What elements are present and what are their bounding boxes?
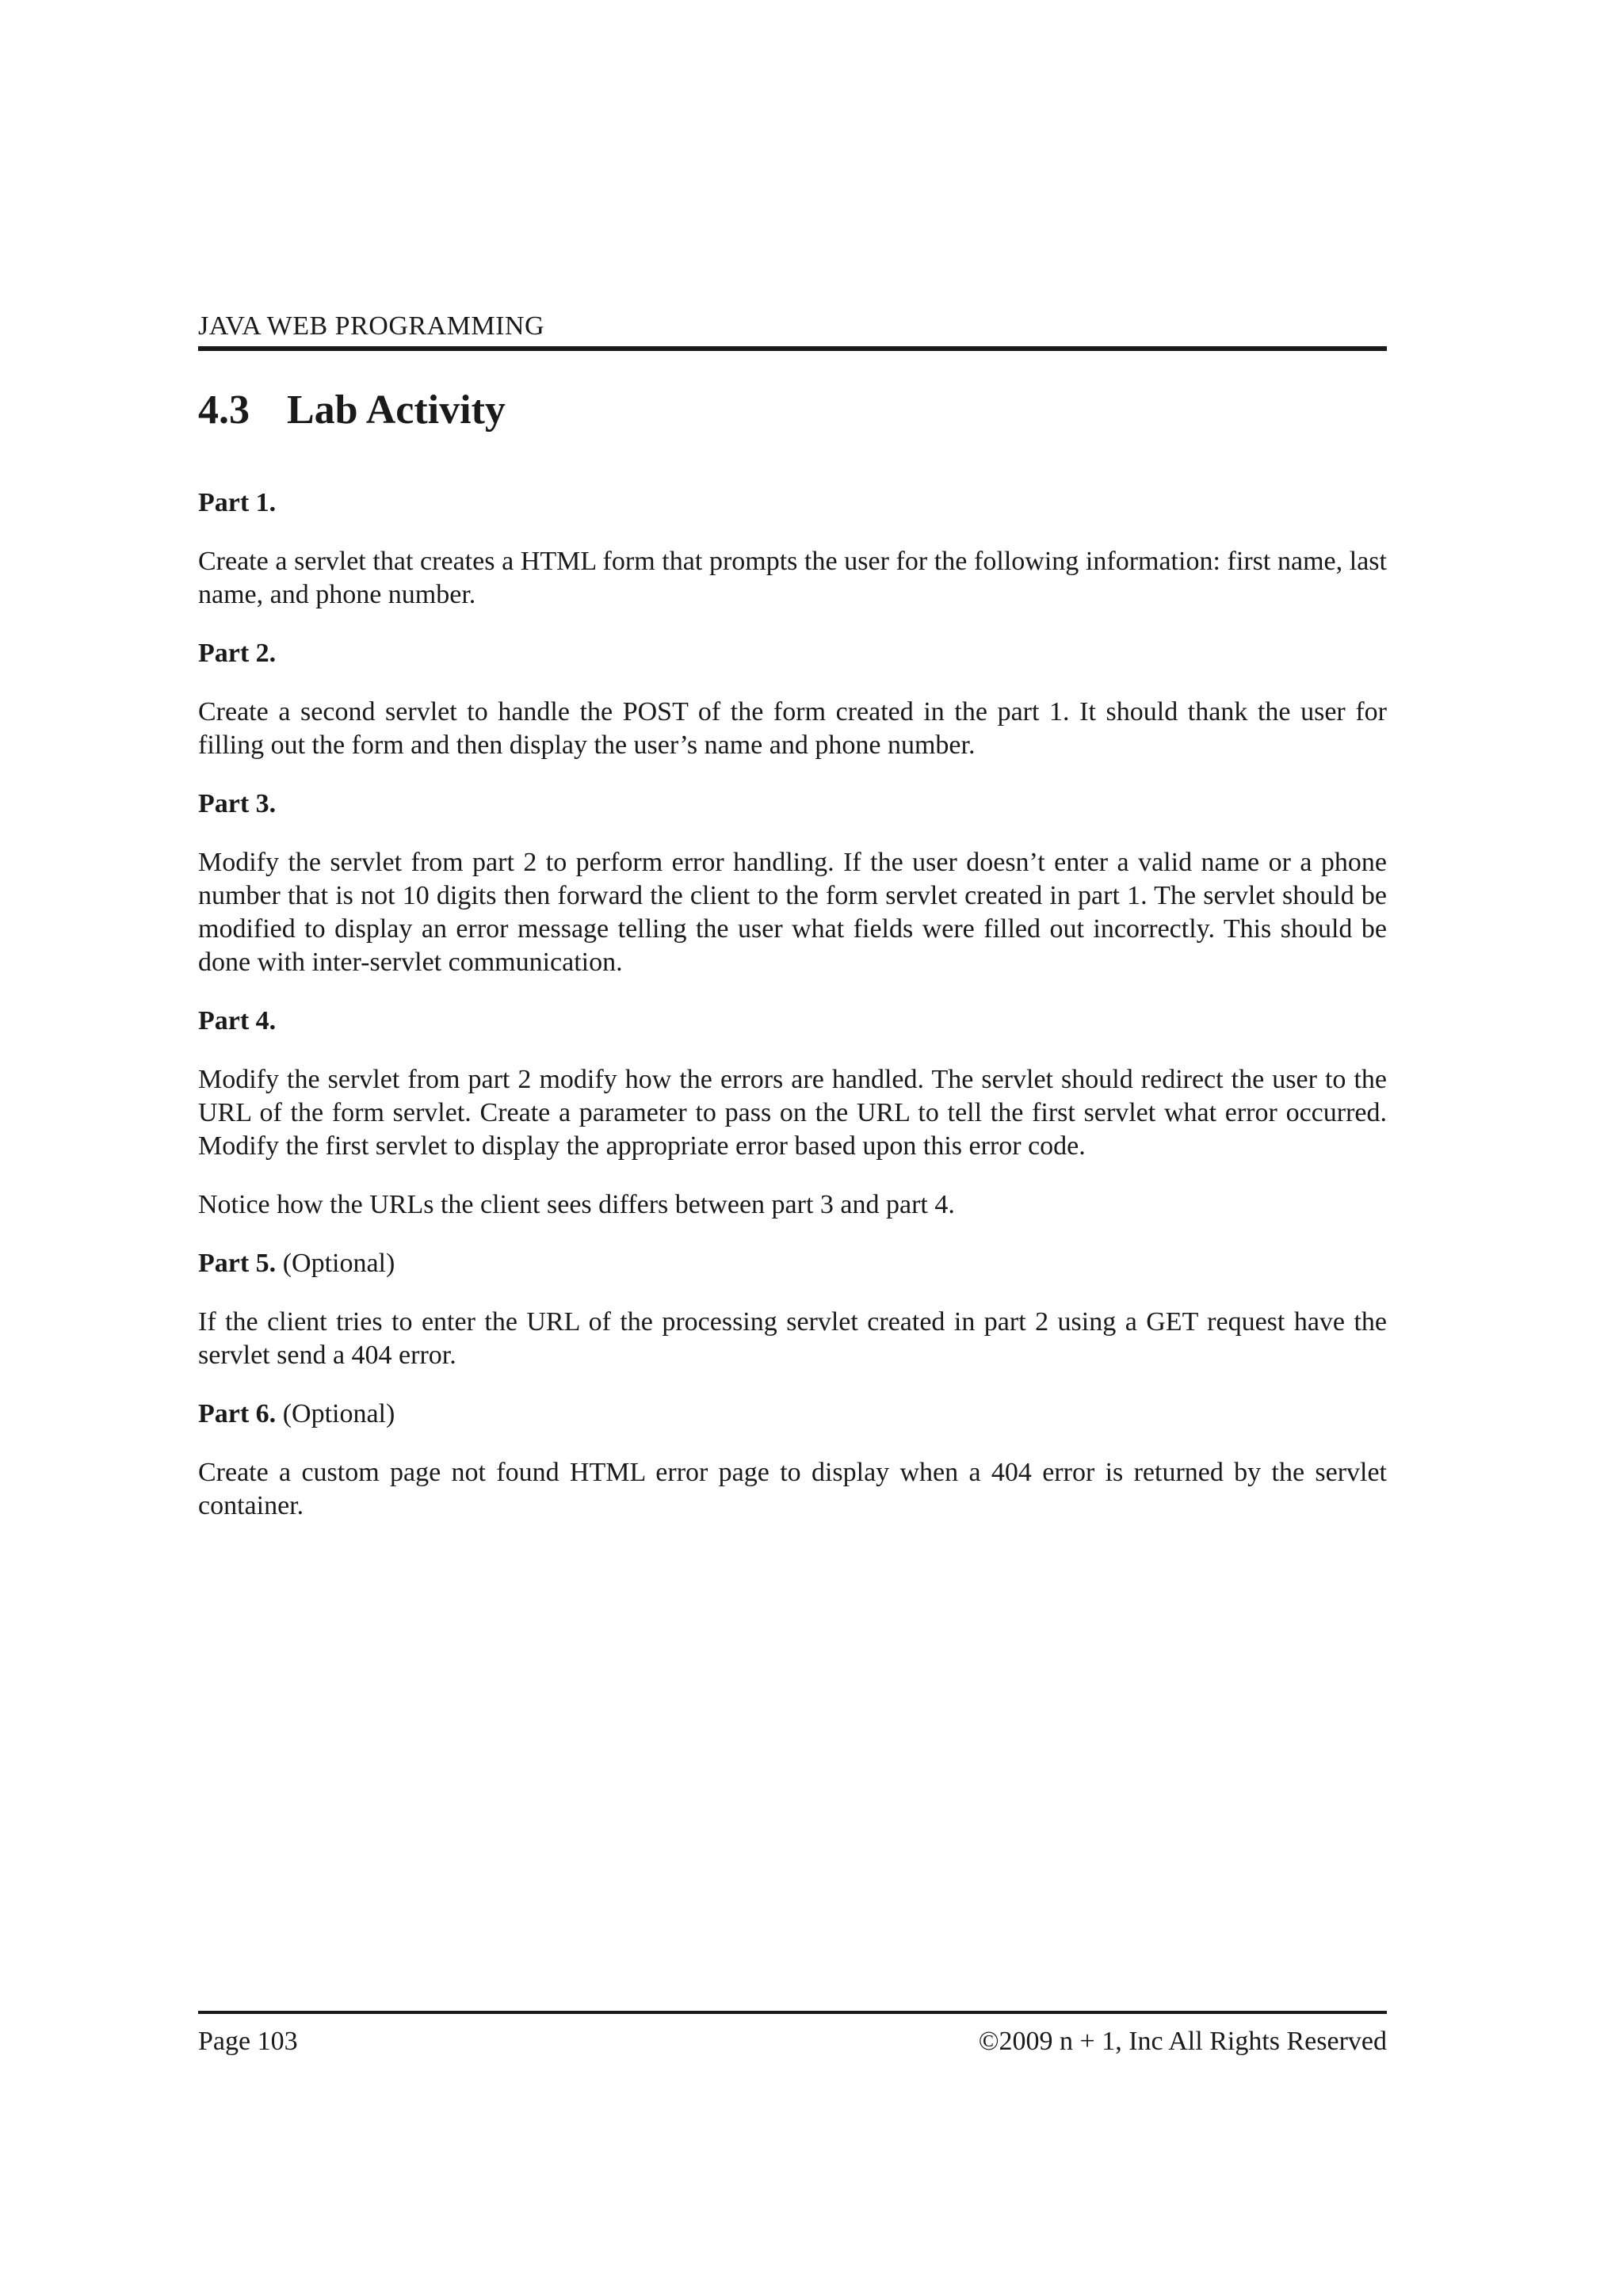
part-4-note-paragraph: Notice how the URLs the client sees differs between part 3 and part 4.: [198, 1190, 955, 1219]
running-header: JAVA WEB PROGRAMMING: [198, 311, 544, 341]
part-note: (Optional): [282, 1249, 395, 1278]
part-1-paragraph: Create a servlet that creates a HTML form that prompts the user for the following information: first name, last name, and phone number.: [198, 547, 1387, 609]
part-label: Part 1.: [198, 488, 277, 517]
part-1-heading: [198, 486, 1387, 520]
part-label: Part 4.: [198, 1006, 277, 1035]
part-3-heading: [198, 788, 1387, 821]
part-6-heading: [198, 1398, 1387, 1431]
part-2-paragraph: Create a second servlet to handle the POST of the form created in the part 1. It should thank the user for filling out the form and then display the user’s name and phone number.: [198, 697, 1387, 760]
part-label: Part 3.: [198, 789, 277, 818]
page-number: Page 103: [198, 2027, 298, 2056]
part-2-heading: [198, 637, 1387, 670]
part-3-paragraph: Modify the servlet from part 2 to perform error handling. If the user doesn’t enter a valid name or a phone number that is not 10 digits then forward the client to the form servlet created in part 1. The servlet should be modified to display an error message telling the user what fields were filled out incorrectly. This should be done with inter-servlet communication.: [198, 848, 1387, 977]
part-5-paragraph: If the client tries to enter the URL of the processing servlet created in part 2 using a GET request have the servlet send a 404 error.: [198, 1307, 1387, 1370]
part-note: (Optional): [282, 1399, 395, 1428]
part-label: Part 2.: [198, 639, 277, 668]
section-title-text: Lab Activity: [287, 387, 506, 433]
part-label: Part 5.: [198, 1249, 277, 1278]
footer-rule: [198, 2011, 1387, 2014]
section-title: [198, 385, 1387, 436]
page-footer: [198, 2025, 1387, 2058]
part-label: Part 6.: [198, 1399, 277, 1428]
part-4-paragraph: Modify the servlet from part 2 modify how the errors are handled. The servlet should redirect the user to the URL of the form servlet. Create a parameter to pass on the URL to tell the first servlet what error occurred. Modify the first servlet to display the appropriate error based upon this error code.: [198, 1065, 1387, 1161]
part-4-heading: [198, 1005, 1387, 1038]
header-rule: [198, 346, 1387, 351]
lab-content: [198, 486, 1387, 1548]
section-number: 4.3: [198, 387, 250, 433]
part-5-heading: [198, 1247, 1387, 1280]
copyright-notice: ©2009 n + 1, Inc All Rights Reserved: [978, 2027, 1387, 2056]
part-6-paragraph: Create a custom page not found HTML error page to display when a 404 error is returned by the servlet container.: [198, 1458, 1387, 1520]
